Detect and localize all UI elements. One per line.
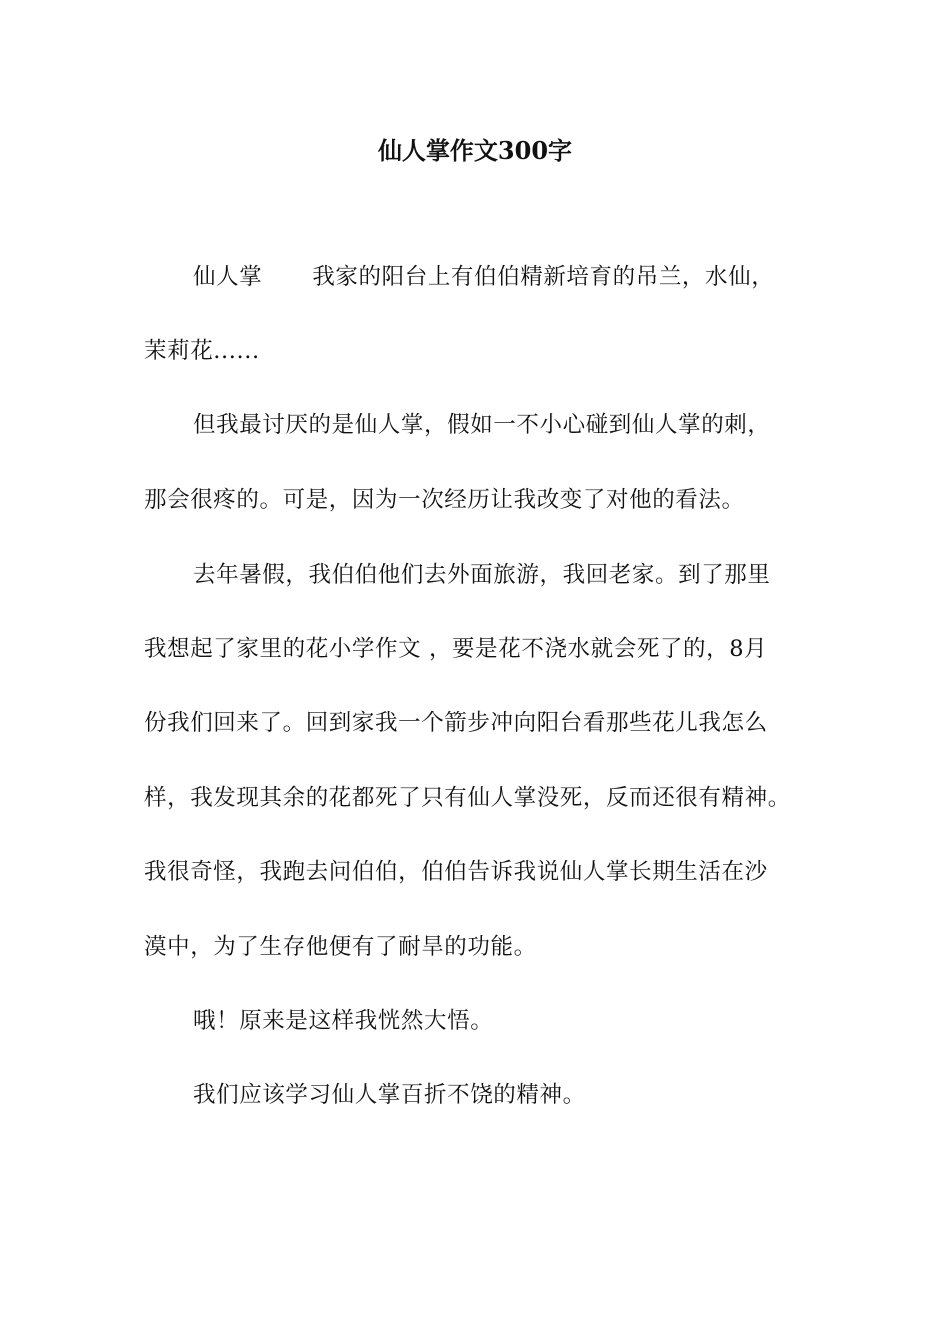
paragraph-3-line-2: 我想起了家里的花小学作文 ，要是花不浇水就会死了的，8月	[144, 636, 768, 662]
paragraph-3-line-6: 漠中，为了生存他便有了耐旱的功能。	[144, 934, 537, 960]
paragraph-3-line-4: 样，我发现其余的花都死了只有仙人掌没死，反而还很有精神。	[144, 785, 791, 811]
document-title: 仙人掌作文300字	[377, 136, 573, 165]
paragraph-3-line-5: 我很奇怪，我跑去问伯伯，伯伯告诉我说仙人掌长期生活在沙	[144, 859, 768, 885]
paragraph-2-line-1: 但我最讨厌的是仙人掌，假如一不小心碰到仙人掌的刺，	[193, 412, 771, 438]
paragraph-1-label: 仙人掌	[193, 264, 263, 290]
paragraph-2-line-2: 那会很疼的。可是，因为一次经历让我改变了对他的看法。	[144, 487, 745, 513]
paragraph-3-line-3: 份我们回来了。回到家我一个箭步冲向阳台看那些花儿我怎么	[144, 710, 768, 736]
paragraph-1-line-1	[193, 260, 774, 294]
paragraph-5-line-1: 我们应该学习仙人掌百折不饶的精神。	[193, 1082, 586, 1108]
paragraph-1-line-1-text: 我家的阳台上有伯伯精新培育的吊兰，水仙，	[312, 264, 775, 290]
paragraph-1-line-2: 茉莉花......	[144, 338, 260, 364]
paragraph-3-line-1: 去年暑假，我伯伯他们去外面旅游，我回老家。到了那里	[193, 562, 771, 588]
paragraph-4-line-1: 哦！原来是这样我恍然大悟。	[193, 1008, 494, 1034]
